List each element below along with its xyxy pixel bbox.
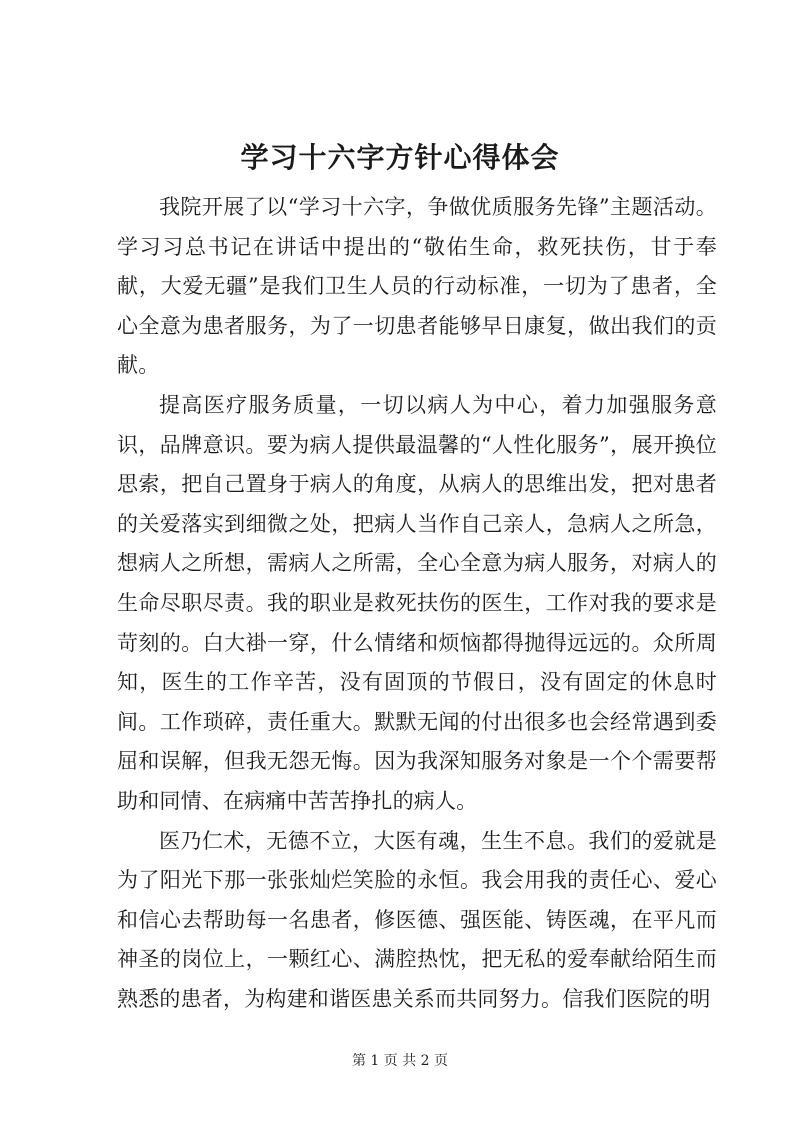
paragraph-2: 提高医疗服务质量，一切以病人为中心，着力加强服务意识，品牌意识。要为病人提供最温馨的“人性化服务”，展开换位思索，把自己置身于病人的角度，从病人的思维出发，把对患者的关爱落实到细微之处，把病人当作自己亲人，急病人之所急，想病人之所想，需病人之所需，全心全意为病人服务，对病人的生命尽职尽责。我的职业是救死扶伤的医生，工作对我的要求是苛刻的。白大褂一穿，什么情绪和烦恼都得抛得远远的。众所周知，医生的工作辛苦，没有固顶的节假日，没有固定的休息时间。工作琐碎，责任重大。默默无闻的付出很多也会经常遇到委屈和误解，但我无怨无悔。因为我深知服务对象是一个个需要帮助和同情、在病痛中苦苦挣扎的病人。 bbox=[117, 392, 717, 813]
page-footer: 第 1 页 共 2 页 bbox=[351, 1053, 449, 1069]
document-body bbox=[117, 188, 717, 1019]
paragraph-3: 医乃仁术，无德不立，大医有魂，生生不息。我们的爱就是为了阳光下那一张张灿烂笑脸的永恒。我会用我的责任心、爱心和信心去帮助每一名患者，修医德、强医能、铸医魂，在平凡而神圣的岗位上，一颗红心、满腔热忱，把无私的爱奉献给陌生而熟悉的患者，为构建和谐医患关系而共同努力。信我们医院的明 bbox=[117, 828, 717, 1011]
document-title: 学习十六字方针心得体会 bbox=[240, 141, 560, 174]
paragraph-1: 我院开展了以“学习十六字，争做优质服务先锋”主题活动。学习习总书记在讲话中提出的“敬佑生命，救死扶伤，甘于奉献，大爱无疆”是我们卫生人员的行动标准，一切为了患者，全心全意为患者服务，为了一切患者能够早日康复，做出我们的贡献。 bbox=[117, 195, 717, 378]
